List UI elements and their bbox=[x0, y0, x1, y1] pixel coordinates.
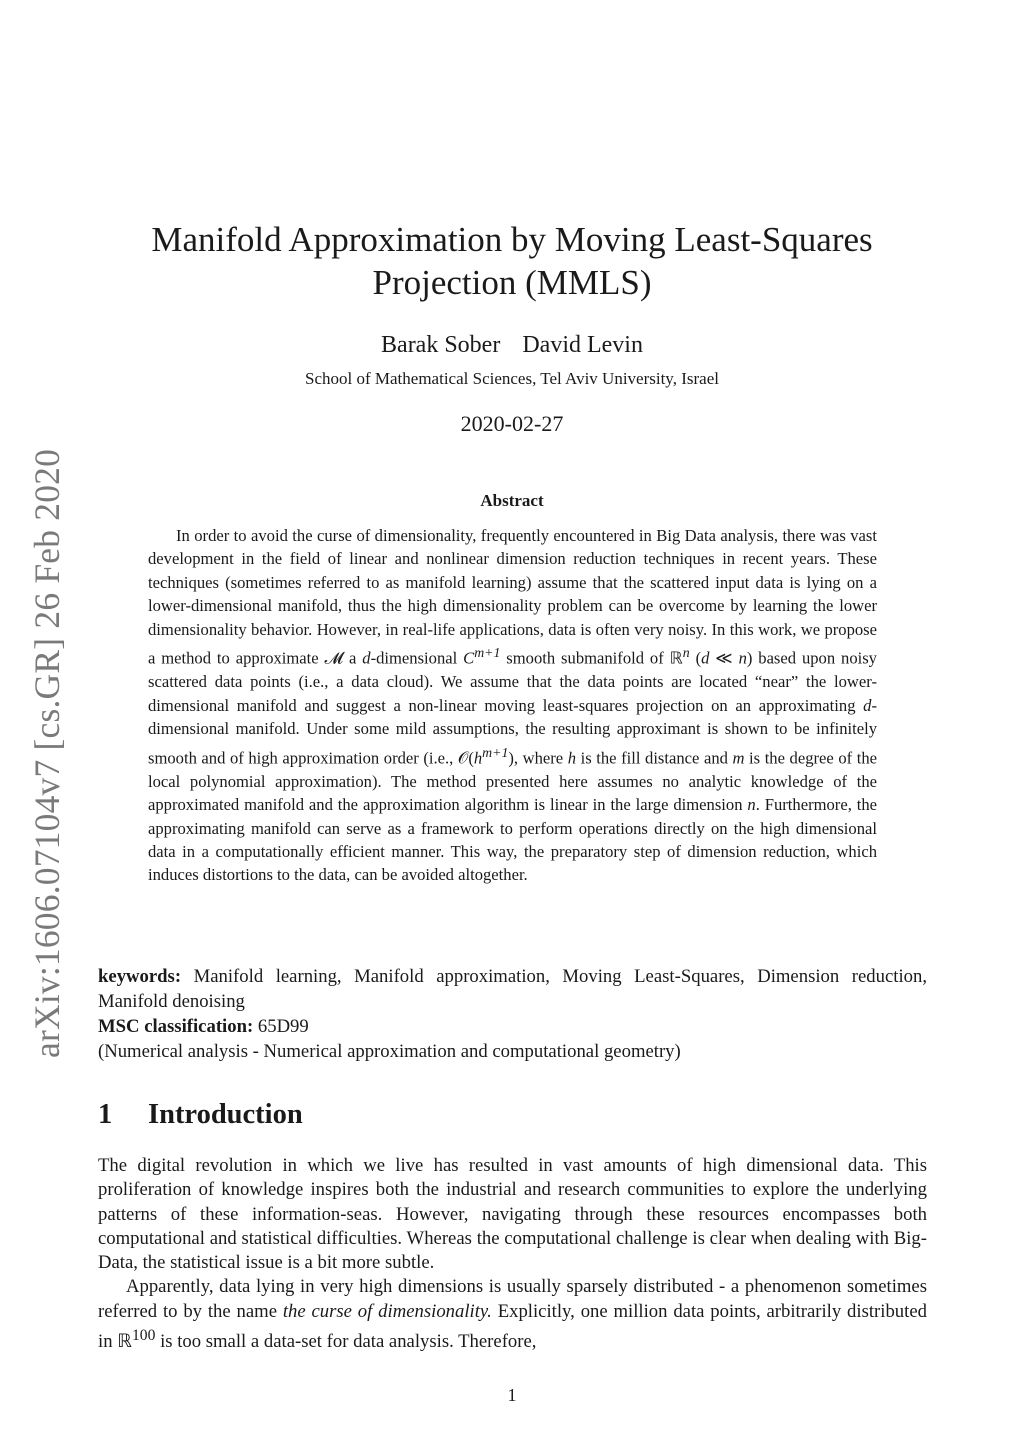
math-exponent: 100 bbox=[132, 1327, 156, 1345]
math-variable: d bbox=[701, 648, 710, 668]
affiliation: School of Mathematical Sciences, Tel Aviv University, Israel bbox=[305, 369, 719, 388]
math-exponent: m+1 bbox=[474, 645, 501, 661]
keywords-text: Manifold learning, Manifold approximation, Moving Least-Squares, Dimension reduction, Manifold denoising bbox=[98, 966, 928, 1012]
math-exponent: m+1 bbox=[482, 744, 509, 760]
abstract-segment: ≪ bbox=[709, 648, 739, 668]
math-variable: C bbox=[463, 648, 475, 668]
emphasis-text: the curse of dimensionality. bbox=[282, 1300, 492, 1322]
abstract-segment: is the fill distance and bbox=[576, 748, 733, 768]
abstract-text bbox=[148, 524, 877, 887]
paragraph-segment: is too small a data-set for data analysis. Therefore, bbox=[155, 1331, 537, 1353]
keywords-block bbox=[98, 964, 927, 1064]
abstract-segment: ), where bbox=[508, 748, 568, 768]
title-line-1: Manifold Approximation by Moving Least-Squares bbox=[151, 220, 873, 259]
abstract-segment: a bbox=[343, 648, 363, 668]
math-variable: n bbox=[738, 648, 747, 668]
msc-line bbox=[98, 1014, 927, 1039]
abstract-segment: -dimensional bbox=[370, 648, 464, 668]
author-name: Barak Sober bbox=[381, 332, 501, 358]
paper-title bbox=[97, 218, 927, 304]
section-number: 1 bbox=[98, 1099, 113, 1130]
math-variable: d bbox=[863, 695, 872, 715]
paragraph-segment: Explicitly, one million data points, arbitrarily distributed in ℝ bbox=[98, 1300, 927, 1353]
section-heading bbox=[98, 1097, 303, 1133]
page-number: 1 bbox=[507, 1385, 517, 1405]
paragraph-segment: Apparently, data lying in very high dimensions is usually sparsely distributed - a phenomenon sometimes referred to by the name bbox=[98, 1276, 927, 1322]
abstract-heading: Abstract bbox=[480, 491, 544, 510]
keywords-label: keywords: bbox=[98, 966, 182, 987]
abstract-segment: -dimensional manifold. Under some mild assumptions, the resulting approximant is shown to be infinitely smooth and of high approximation order (i.e., 𝒪( bbox=[148, 695, 877, 768]
keywords-line bbox=[98, 964, 927, 1014]
msc-code: 65D99 bbox=[257, 1016, 309, 1037]
math-variable: h bbox=[473, 748, 483, 768]
math-variable: m bbox=[732, 748, 745, 768]
title-line-2: Projection (MMLS) bbox=[372, 263, 652, 302]
abstract-segment: . Furthermore, the approximating manifold can serve as a framework to perform operations directly on the high dimensional data in a computationally efficient manner. This way, the preparatory step of dimension reduction, which induces distortions to the data, can be avoided altogether. bbox=[148, 795, 878, 885]
msc-label: MSC classification: bbox=[98, 1016, 254, 1037]
publication-date: 2020-02-27 bbox=[460, 411, 564, 436]
abstract-segment: ) based upon noisy scattered data points (i.e., a data cloud). We assume that the data points are located “near” the lower-dimensional manifold and suggest a non-linear moving least-squares projection on an approximating bbox=[148, 648, 877, 715]
abstract-segment: smooth submanifold of ℝ bbox=[500, 648, 683, 668]
math-exponent: n bbox=[682, 645, 690, 661]
author-list bbox=[97, 330, 927, 360]
body-paragraph bbox=[98, 1275, 927, 1354]
body-paragraph: The digital revolution in which we live has resulted in vast amounts of high dimensional data. This proliferation of knowledge inspires both the industrial and research communities to explore the underlying patterns of these information-seas. However, navigating through these resources encompasses both computational and statistical difficulties. Whereas the computational challenge is clear when dealing with Big-Data, the statistical issue is a bit more subtle. bbox=[98, 1155, 927, 1274]
section-title: Introduction bbox=[148, 1099, 303, 1130]
abstract-segment: ( bbox=[689, 648, 702, 668]
abstract-segment: In order to avoid the curse of dimensionality, frequently encountered in Big Data analysis, there was vast development in the field of linear and nonlinear dimension reduction techniques in recent years. These techniques (sometimes referred to as manifold learning) assume that the scattered input data is lying on a lower-dimensional manifold, thus the high dimensionality problem can be overcome by learning the lower dimensionality behavior. However, in real-life applications, data is often very noisy. In this work, we propose a method to approximate bbox=[148, 526, 877, 668]
arxiv-identifier: arXiv:1606.07104v7 [cs.GR] 26 Feb 2020 bbox=[27, 448, 67, 1058]
math-variable: n bbox=[747, 795, 756, 815]
msc-description: (Numerical analysis - Numerical approximation and computational geometry) bbox=[98, 1041, 681, 1062]
math-variable: d bbox=[362, 648, 371, 668]
introduction-body bbox=[98, 1154, 927, 1355]
abstract-segment: is the degree of the local polynomial approximation). The method presented here assumes no analytic knowledge of the approximated manifold and the approximation algorithm is linear in the large dimension bbox=[148, 748, 877, 815]
math-variable: h bbox=[567, 748, 577, 768]
author-name: David Levin bbox=[522, 332, 643, 358]
math-symbol: 𝓜 bbox=[324, 648, 344, 668]
